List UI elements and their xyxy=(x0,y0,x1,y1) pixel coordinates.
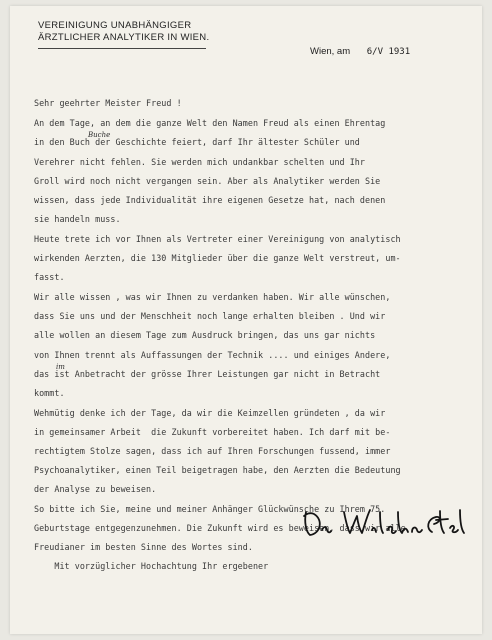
letter-line: kommt. xyxy=(34,388,65,398)
letter-line: rechtigtem Stolze sagen, dass ich auf Ihren Forschungen fussend, immer xyxy=(34,446,391,456)
closing-line: Mit vorzüglicher Hochachtung Ihr ergebener xyxy=(34,561,269,571)
letter-line: sie handeln muss. xyxy=(34,214,121,224)
letter-line: Groll wird noch nicht vergangen sein. Aber als Analytiker werden Sie xyxy=(34,176,381,186)
letter-line: Freudianer im besten Sinne des Wortes sind. xyxy=(34,542,253,552)
dateline xyxy=(310,46,410,57)
letter-line: Psychoanalytiker, einen Teil beigetragen habe, den Aerzten die Bedeutung xyxy=(34,465,401,475)
letterhead-line-2: ÄRZTLICHER ANALYTIKER IN WIEN. xyxy=(38,32,210,43)
letter-line: das ist Anbetracht der grösse Ihrer Leistungen gar nicht in Betracht xyxy=(34,369,381,379)
letter-line: Wehmütig denke ich der Tage, da wir die Keimzellen gründeten , da wir xyxy=(34,408,386,418)
letter-line: Wir alle wissen , was wir Ihnen zu verdanken haben. Wir alle wünschen, xyxy=(34,292,391,302)
letterhead-rule xyxy=(38,48,206,49)
letter-line: An dem Tage, an dem die ganze Welt den Namen Freud als einen Ehrentag xyxy=(34,118,386,128)
letter-line: der Analyse zu beweisen. xyxy=(34,484,157,494)
interlinear-correction: im xyxy=(56,363,65,371)
letter-line: wirkenden Aerzten, die 130 Mitglieder über die ganze Welt verstreut, um- xyxy=(34,253,401,263)
interlinear-correction: Buche xyxy=(88,131,111,139)
letter-line: alle wollen an diesem Tage zum Ausdruck bringen, das uns gar nichts xyxy=(34,330,376,340)
place-label: Wien, am xyxy=(310,46,351,57)
letter-line: in den Buch der Geschichte feiert, darf Ihr ältester Schüler und xyxy=(34,137,360,147)
letter-line: dass Sie uns und der Menschheit noch lange erhalten bleiben . Und wir xyxy=(34,311,386,321)
handwritten-signature xyxy=(300,502,470,542)
letter-line: von Ihnen trennt als Auffassungen der Technik .... und einiges Andere, xyxy=(34,350,391,360)
letter-line: Geburtstage entgegenzunehmen. Die Zukunft wird es beweisen, dass wir alle xyxy=(34,523,406,533)
letter-line: wissen, dass jede Individualität ihre eigenen Gesetze hat, nach denen xyxy=(34,195,386,205)
letter-line: fasst. xyxy=(34,272,65,282)
letterhead-line-1: VEREINIGUNG UNABHÄNGIGER xyxy=(38,20,192,31)
letter-date: 6/V 1931 xyxy=(366,47,411,57)
letter-line: in gemeinsamer Arbeit die Zukunft vorbereitet haben. Ich darf mit be- xyxy=(34,427,391,437)
salutation: Sehr geehrter Meister Freud ! xyxy=(34,98,182,108)
letter-line: Heute trete ich vor Ihnen als Vertreter einer Vereinigung von analytisch xyxy=(34,234,401,244)
letterhead xyxy=(38,20,209,44)
letter-page xyxy=(10,6,482,634)
letter-line: Verehrer nicht fehlen. Sie werden mich undankbar schelten und Ihr xyxy=(34,157,365,167)
letter-line: So bitte ich Sie, meine und meiner Anhänger Glückwünsche zu Ihrem 75. xyxy=(34,504,386,514)
